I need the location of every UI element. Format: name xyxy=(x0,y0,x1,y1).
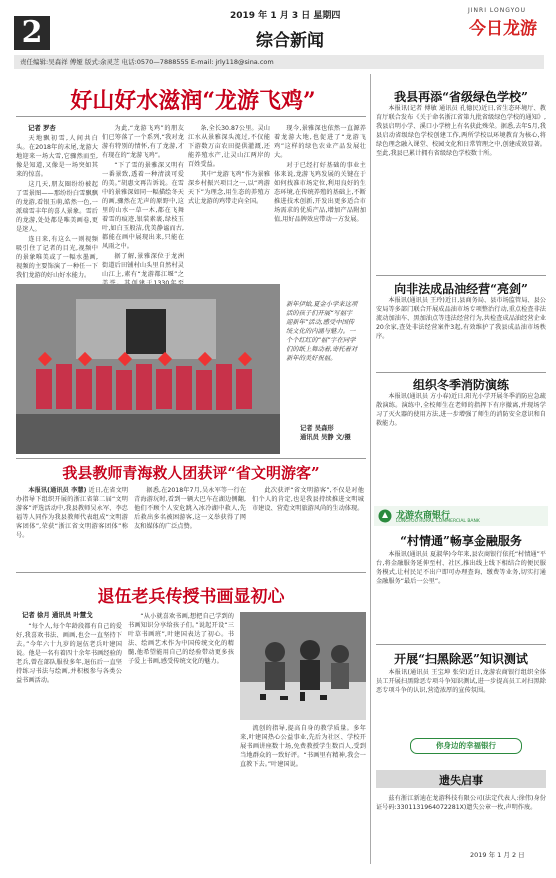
sidebar-e-body xyxy=(376,668,546,734)
sidebar-b-body xyxy=(376,296,546,366)
lead-paragraph: “下了雪的景雅深又明有一番景致,透着一种清淡可爱的美。”胡惠文再告诉说。在雪中的景雅深如同一幅描绘冬天的画,骤然在无声的原野中,这里的山水一草一木,都在飞舞着雪的痕迹,银装素裹,绿枝玉叶,如白玉般洁,优美静谧而古,都能在画中展现出来,只能在风雨之中。 xyxy=(102,162,184,250)
page-number: 2 xyxy=(14,16,50,50)
lead-paragraph: 这几天,朋友圈纷纷被起了雪景图——那纷纷白雪飘飘的龙游,看银玉萌,皓然一色,一派瑞雪丰年的喜人景象。雪后的龙游,处处都是唯美画卷,更是迷人。 xyxy=(16,181,98,233)
sidebar-c-body xyxy=(376,392,546,500)
story3-rule xyxy=(16,572,366,573)
story2-rule xyxy=(16,458,366,459)
story2-byline: 本报讯(通讯员 李慧) xyxy=(28,487,87,494)
lead-paragraph: 为此,“龙游飞鸡”的朋友们已筹落了一个系列,“我对龙游有特别的情怀,有了龙游,才有现在的“龙游飞鸡”。 xyxy=(102,125,184,159)
story3-paragraph: “从小就喜欢书画,想把自己学到的书画知识分享给孩子们。”说起开设“三叶草书画班”,叶建国表达了初心。书法、绘画艺术作为中国传统文化的精髓,他希望能用自己的经验带动更多孩子爱上书画,感受传统文化的魅力。 xyxy=(128,613,234,665)
children-photo-illustration xyxy=(16,284,280,454)
section-title: 综合新闻 xyxy=(256,31,324,51)
lead-column-2 xyxy=(102,124,184,280)
lead-paragraph: 条,全长30.87公里。灵山江水从景雅深头流过,不仅能下游数万亩农田提供灌溉,还能养殖水产,让灵山江两岸的百姓受益。 xyxy=(188,125,270,168)
story2-column-3 xyxy=(252,486,364,568)
lead-paragraph: 据了解,景雅深位于龙洲街道后田铺村山头里自然村灵山江上,素有“龙游都江堰”之 xyxy=(102,253,184,278)
story2-column-1 xyxy=(16,486,128,568)
story2-paragraph xyxy=(16,486,128,540)
story3-paragraph: “每个人,每个年龄段都有自己的爱好,我喜欢书法、画画,也会一直坚持下去。”今年六十九岁的退伍老兵叶建国说。他是一名有着四十余年书画经验的老兵,曾在部队服役多年,退伍后一直坚持练习书法与绘画,并积极参与各类公益书画活动。 xyxy=(16,623,122,684)
notice-date: 2019 年 1 月 2 日 xyxy=(470,851,525,859)
story2-headline: 我县教师青海救人团获评“省文明游客” xyxy=(62,464,320,482)
sidebar-c-headline: 组织冬季消防演练 xyxy=(412,378,509,392)
lead-photo xyxy=(16,284,280,454)
lead-headline: 好山好水滋润“龙游飞鸡” xyxy=(70,88,316,114)
issue-date: 2019 年 1 月 3 日 星期四 xyxy=(230,11,341,21)
sidebar-e-paragraph: 本报讯(通讯员 王宝坤 张荣)近日,龙游农商银行组织全体员工开展扫黑除恶专项斗争知识测试,进一步提高员工对扫黑除恶专项斗争的认识,营造浓厚的宣传氛围。 xyxy=(376,669,546,694)
sidebar-c-paragraph: 本报讯(通讯员 方小春)近日,阳光小学开展冬季消防应急疏散演练。演练中,全校师生在老师的指挥下有序撤离,并现场学习了灭火器的使用方法,进一步增强了师生的消防安全意识和自救能力。 xyxy=(376,393,546,427)
paper-logo: 今日龙游 xyxy=(469,19,537,39)
sidebar-e-headline: 开展“扫黑除恶”知识测试 xyxy=(394,652,528,666)
sidebar-b-headline: 向非法成品油经营“亮剑” xyxy=(394,282,528,296)
lead-paragraph: 现今,景雅深也依然一直源养着龙游大地,也促进了“龙游飞鸡”这样的绿色农业产品发展壮大。 xyxy=(274,125,366,159)
sidebar-a-body xyxy=(376,104,546,270)
calligraphy-photo-illustration xyxy=(240,612,366,720)
story2-paragraph: 此次获评“省文明游客”,不仅是对他们个人的肯定,也是我县持续推进文明城市建设、营造文明旅游风尚的生动体现。 xyxy=(252,487,364,512)
lead-column-4 xyxy=(274,124,366,280)
story3-paragraph: 流创的指导,提高自身的教学质量。多年来,叶建国热心公益事业,先后为社区、学校开展书画讲座数十场,免费教授学生数百人,受到当地群众的一致好评。“书画里有精神,我会一直教下去。”叶建国说。 xyxy=(240,725,366,768)
lead-paragraph: 连日来,有这么一则视频吸引住了记者的目光,视频中的景象唯美或了一幅水墨画,视频的主要饰演了一种任一下我们龙游的好山好水能力。 xyxy=(16,236,98,279)
notice-headline: 遗失启事 xyxy=(439,774,483,787)
notice-header-bar xyxy=(376,770,546,788)
story3-photo xyxy=(240,612,366,720)
story3-byline: 记者 徐月 通讯员 叶慧戈 xyxy=(22,611,93,619)
photo-caption: 新年伊始,夏金小学来这项活的孩子们开展“写福字 迎新年”活动,感受中国传统文化的内涵与魅力。一个个红红的“福”字在同学们的纸上舞动着,寄托着对新年的美好祝福。 xyxy=(286,301,358,362)
bank-name: 龙游农商银行 xyxy=(396,511,451,521)
story3-column-2 xyxy=(128,612,234,868)
sidebar-b-paragraph: 本报讯(通讯员 王玲)近日,县商务局、县市场监管局、县公安局等多部门联合开展成品油市场专项整治行动,重点检查非法流动加油车、黑加油点等违法经营行为,共检查成品油经营企业20余家,查处非法经营案件3起,有效维护了我县成品油市场秩序。 xyxy=(376,297,546,340)
sidebar-a-headline: 我县再添“省级绿色学校” xyxy=(394,90,528,104)
story2-column-2 xyxy=(134,486,246,568)
story3-column-3 xyxy=(240,724,366,868)
bank-name-en: LONGYOU RURAL COMMERCIAL BANK xyxy=(396,519,480,524)
bank-band xyxy=(374,506,548,526)
sidebar-rule xyxy=(376,644,546,645)
column-divider xyxy=(370,74,371,864)
lead-paragraph: 对于已经打好基础的事业主体来说,龙游飞鸡发展的关键在于如何找准市场定位,利用良好的生态环境,在传统养殖的基础上,不断推进技术创新,开发出更多适合市场需求的优质产品,增加产品附加值,用好品牌效应带动一方发展。 xyxy=(274,162,366,223)
editor-bar: 责任编辑:吴森祥 傅娅 版式:余灵芝 电话:0570—7888555 E-mail: jrly118@sina.com xyxy=(14,55,544,69)
sidebar-d-paragraph: 本报讯(通讯员 夏淑华)今年来,县农商银行依托“村情通”平台,将金融服务延伸至村、社区,推出线上线下相结合的便民服务模式,让村民足不出户即可办理查询、缴费等业务,切实打通金融服务“最后一公里”。 xyxy=(376,551,546,585)
lead-byline: 记者 罗杏 xyxy=(28,124,56,132)
notice-body xyxy=(376,794,546,838)
story3-column-1 xyxy=(16,622,122,868)
story2-paragraph: 据悉,在2018年7月,吴永军等一行在青海游玩时,看到一辆大巴车在湖边侧翻,他们不顾个人安危跳入冰冷湖中救人,先后救出多名被困游客,这一义举获得了网友和媒体的广泛点赞。 xyxy=(134,487,246,530)
notice-paragraph: 兹有浙江新迪在龙游科技有限公司(法定代表人:徐伟)身份证号码:3301131964072281X)遗失公章一枚,声明作废。 xyxy=(376,795,546,811)
lead-rule xyxy=(16,116,366,117)
story2-text: 近日,在省文明办指导下组织开展的浙江省第二届“文明游客”评选活动中,我县教师吴永军、李忠福等人同作为我县教师代表组成“文明游客团体”,荣获“浙江省文明游客团体”称号。 xyxy=(16,487,129,539)
lead-column-1 xyxy=(16,134,98,280)
photo-credit: 记者 吴森形 通讯员 吴静 文/摄 xyxy=(300,425,351,441)
sidebar-rule xyxy=(376,275,546,276)
lead-paragraph: 其中“龙游飞鸡”作为景雅深乡村振兴项目之一,以“鸡游天下”为理念,用生态的养殖方式让龙游的鸡带走向全国。 xyxy=(188,171,270,205)
sidebar-d-headline: “村情通”畅享金融服务 xyxy=(400,534,522,548)
story3-headline: 退伍老兵传授书画显初心 xyxy=(97,587,285,607)
bank-logo-icon xyxy=(378,509,392,523)
masthead-pinyin: JINRI LONGYOU xyxy=(468,7,527,14)
bank-slogan: 你身边的幸福银行 xyxy=(410,738,522,754)
sidebar-rule xyxy=(376,372,546,373)
lead-column-3 xyxy=(188,124,270,280)
sidebar-a-paragraph: 本报讯(记者 傅敏 通讯员 孔德民)近日,省生态环境厅、教育厅联合发布《关于命名浙江省第九批省级绿色学校的通知》,我县启明小学、溪口小学榜上有名获此殊荣。据悉,去年5月,我县启动省级绿色学校创建工作,两所学校以环境教育为核心,将绿色理念融入课堂、校园文化和日常管理之中,创建成效显著。至此,我县已累计拥有省级绿色学校数十所。 xyxy=(376,105,546,157)
sidebar-d-body xyxy=(376,550,546,638)
lead-paragraph: 天地飘初雪,人间共白头。在2018年的末尾,龙游大地迎来一场大雪,它骤然而至,像是知道,又像是一场突如其来的惊喜。 xyxy=(16,135,98,178)
